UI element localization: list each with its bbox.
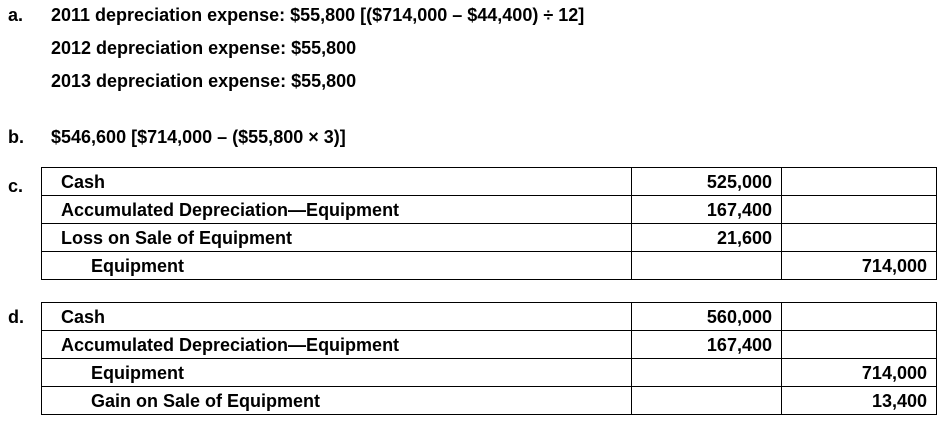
part-b-letter: b. [8,127,24,147]
debit-cell: 167,400 [632,196,782,224]
account-cell: Equipment [42,359,632,387]
part-a-line-2013: 2013 depreciation expense: $55,800 [51,71,357,91]
credit-cell [782,331,937,359]
table-row [42,196,937,224]
credit-cell: 714,000 [782,359,937,387]
table-row [42,303,937,331]
account-cell: Accumulated Depreciation—Equipment [42,196,632,224]
journal-entry-d [41,302,937,415]
credit-cell [782,303,937,331]
debit-cell [632,387,782,415]
part-b-text: $546,600 [$714,000 – ($55,800 × 3)] [51,127,346,147]
debit-cell: 525,000 [632,168,782,196]
credit-cell: 13,400 [782,387,937,415]
account-cell: Equipment [42,252,632,280]
debit-cell: 560,000 [632,303,782,331]
part-a-letter: a. [8,5,24,25]
table-row [42,168,937,196]
account-cell: Loss on Sale of Equipment [42,224,632,252]
debit-cell [632,359,782,387]
part-c-letter: c. [8,176,24,196]
debit-cell: 21,600 [632,224,782,252]
table-row [42,359,937,387]
debit-cell [632,252,782,280]
account-cell: Gain on Sale of Equipment [42,387,632,415]
account-cell: Cash [42,303,632,331]
debit-cell: 167,400 [632,331,782,359]
credit-cell [782,196,937,224]
credit-cell: 714,000 [782,252,937,280]
part-a-line-2011: 2011 depreciation expense: $55,800 [($714,000 – $44,400) ÷ 12] [51,5,585,25]
table-row [42,224,937,252]
account-cell: Accumulated Depreciation—Equipment [42,331,632,359]
credit-cell [782,224,937,252]
part-a-line-2012: 2012 depreciation expense: $55,800 [51,38,357,58]
journal-entry-c [41,167,937,280]
credit-cell [782,168,937,196]
account-cell: Cash [42,168,632,196]
table-row [42,331,937,359]
table-row [42,387,937,415]
part-d-letter: d. [8,307,24,327]
table-row [42,252,937,280]
